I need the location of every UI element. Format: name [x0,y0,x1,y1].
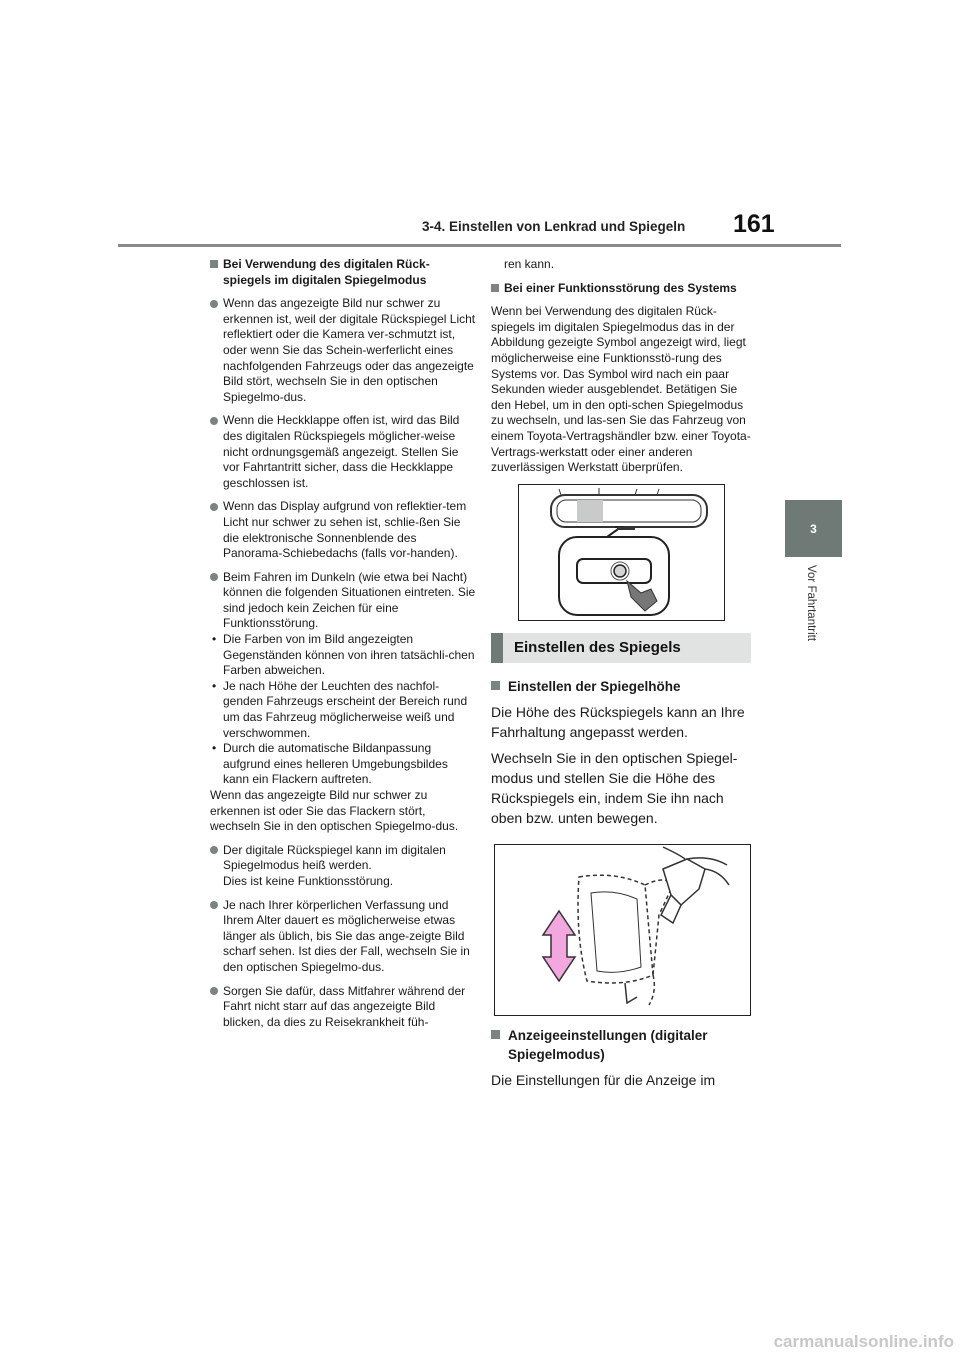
bullet-line: Der digitale Rückspiegel kann im digitalen Spiegelmodus heiß werden. [223,842,446,873]
section-heading-digital-mode: Bei Verwendung des digitalen Rück-spiegels im digitalen Spiegelmodus [210,257,476,288]
sub-list-item: • Je nach Höhe der Leuchten des nachfol-genden Fahrzeugs erscheint der Bereich rund um das Fahrzeug möglicherweise weiß und verschwommen. [210,679,476,741]
up-down-arrow-icon [543,911,575,981]
bullet-item: Wenn die Heckklappe offen ist, wird das Bild des digitalen Rückspiegels möglicher-weise nicht ordnungsgemäß angezeigt. Stellen Sie vor Fahrtantritt sicher, dass die Heckklappe geschlossen ist. [210,413,476,491]
section-title-bar: Einstellen des Spiegels [491,633,751,663]
figure-mirror-height [494,844,751,1016]
paragraph: Die Höhe des Rückspiegels kann an Ihre Fahrhaltung angepasst werden. [491,703,745,740]
section-heading-malfunction: Bei einer Funktionsstörung des Systems [491,281,751,297]
left-column [210,257,476,1038]
subsection-heading-height: Einstellen der Spiegelhöhe [491,677,751,696]
paragraph: Wechseln Sie in den optischen Spiegel-modus und stellen Sie die Höhe des Rückspiegels ein, indem Sie ihn nach oben bzw. unten bewegen. [491,749,738,826]
chapter-label: Vor Fahrtantritt [805,565,817,642]
figure-mirror-symbol [518,484,725,621]
watermark: carmanualsonline.info [773,1332,954,1351]
paragraph: Wenn das angezeigte Bild nur schwer zu erkennen ist oder Sie das Flackern stört, wechseln Sie in den optischen Spiegelmo-dus. [210,788,459,834]
bullet-item: Wenn das Display aufgrund von reflektier-tem Licht nur schwer zu sehen ist, schlie-ßen Sie die elektronische Sonnenblende des Panorama-Schiebedachs (falls vor-handen). [210,499,476,561]
continuation-text: ren kann. [504,257,555,271]
mirror-malfunction-illustration [519,485,724,620]
right-column [491,257,751,1096]
bullet-item: Wenn das angezeigte Bild nur schwer zu erkennen ist, weil der digitale Rückspiegel Licht reflektiert oder die Kamera ver-schmutzt ist, oder wenn Sie das Schein-werferlicht eines nachfolgenden Fahrzeugs oder das angezeigte Bild stört, wechseln Sie in den optischen Spiegelmo-dus. [210,296,476,405]
paragraph: Die Einstellungen für die Anzeige im [491,1071,716,1088]
header-rule [118,244,841,247]
bullet-item: Je nach Ihrer körperlichen Verfassung und Ihrem Alter dauert es möglicherweise etwas länger als üblich, bis Sie das ange-zeigte Bild scharf sehen. Ist dies der Fall, wechseln Sie in den optischen Spiegelmo-dus. [210,898,476,976]
paragraph: Wenn bei Verwendung des digitalen Rück-spiegels im digitalen Spiegelmodus das in der Abbildung gezeigte Symbol angezeigt wird, liegt möglicherweise eine Funktionsstö-rung des Systems vor. Das Symbol wird nach ein paar Sekunden wieder ausgeblendet. Betätigen Sie den Hebel, um in den opti-schen Spiegelmodus zu wechseln, und las-sen Sie das Fahrzeug von einem Toyota-Vertragshändler bzw. einer Toyota-Vertrags-werkstatt oder einer anderen zuverlässigen Werkstatt überprüfen. [491,304,751,475]
sub-list-item: • Durch die automatische Bildanpassung aufgrund eines helleren Umgebungsbildes kann ein Flackern auftreten. [210,741,476,788]
bullet-item: Sorgen Sie dafür, dass Mitfahrer während der Fahrt nicht starr auf das angezeigte Bild blicken, da dies zu Reisekrankheit füh- [210,984,476,1031]
header-title: 3-4. Einstellen von Lenkrad und Spiegeln [422,219,686,234]
bullet-line: Dies ist keine Funktionsstörung. [223,873,394,888]
sub-list-item: • Die Farben von im Bild angezeigten Gegenständen können von ihren tatsächli-chen Farben abweichen. [210,632,476,679]
lever-button [614,565,626,577]
bullet-item [210,843,476,890]
subsection-heading-display: Anzeigeeinstellungen (digitaler Spiegelmodus) [491,1026,751,1064]
warning-symbol-area [577,500,603,522]
chapter-tab[interactable]: 3 [785,500,842,557]
mirror-height-illustration [495,845,750,1015]
page-number: 161 [733,210,775,238]
bullet-item: Beim Fahren im Dunkeln (wie etwa bei Nacht) können die folgenden Situationen eintreten. Sie sind jedoch kein Zeichen für eine Funktionsstörung. [210,570,476,632]
